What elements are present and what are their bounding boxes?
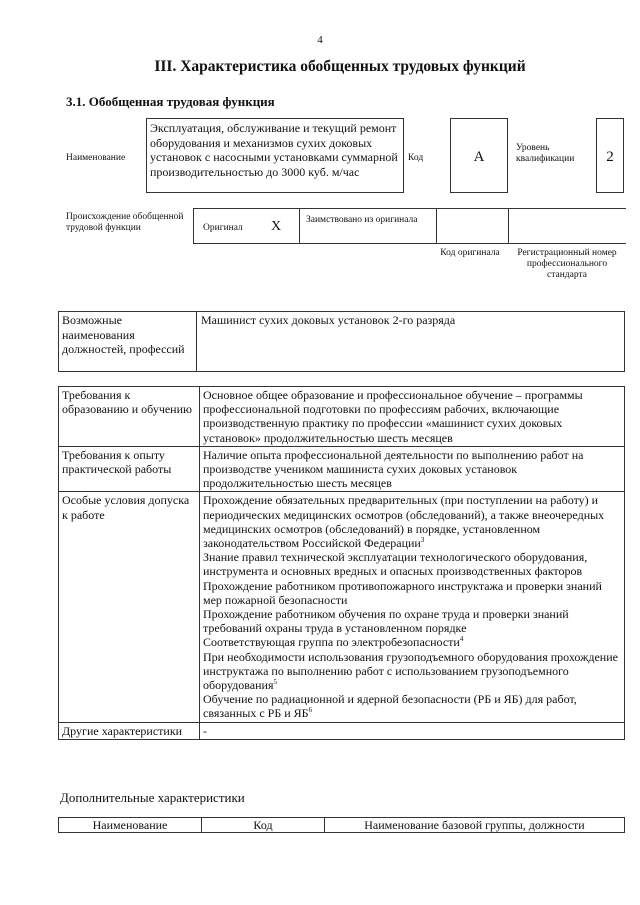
special-label: Особые условия допуска к работе (59, 492, 200, 722)
education-value: Основное общее образование и профессиональное обучение – программы профессиональной подготовки по профессиям рабочих, включающие производственную практику по профессии «машинист сухих доковых установок» продолжительностью шесть месяцев (200, 387, 625, 447)
subsection-title: 3.1. Обобщенная трудовая функция (66, 94, 275, 109)
level-box (596, 118, 624, 193)
level-value: 2 (606, 149, 614, 165)
page-number: 4 (317, 34, 323, 46)
origin-divider-1 (299, 208, 300, 244)
special-item: Соответствующая группа по электробезопасности$^4$ (203, 635, 464, 650)
additional-table (58, 817, 625, 833)
special-item: Прохождение работником обучения по охране труда и проверки знаний требований охраны труда в установленном порядке (203, 607, 569, 636)
positions-value: Машинист сухих доковых установок 2-го разряда (201, 313, 456, 327)
origin-label: Происхождение обобщенной трудовой функции (66, 212, 184, 233)
requirements-table (58, 386, 625, 740)
experience-label: Требования к опыту практической работы (59, 446, 200, 492)
origin-box (193, 208, 626, 244)
name-value-box (146, 118, 404, 193)
origin-divider-2 (436, 208, 437, 244)
reg-number-label: Регистрационный номер профессионального стандарта (517, 248, 617, 280)
table-row (59, 387, 625, 447)
original-mark: Х (271, 219, 282, 234)
positions-label: Возможные наименования должностей, профессий (62, 313, 185, 356)
name-label: Наименование (66, 153, 126, 163)
table-row (59, 722, 625, 739)
code-original-label: Код оригинала (440, 248, 500, 258)
special-item: Прохождение обязательных предварительных (при поступлении на работу) и периодических медицинских осмотров (обследований), а также внеочередных медицинских осмотров (обследований) в порядке, установленном законодательством Российской Федерации$^3$ (203, 493, 605, 551)
additional-title: Дополнительные характеристики (60, 790, 245, 805)
special-item: Знание правил технической эксплуатации технологического оборудования, инструмента и основных вредных и опасных производственных факторов (203, 550, 588, 579)
original-label: Оригинал (203, 223, 243, 233)
education-label: Требования к образованию и обучению (59, 387, 200, 447)
col-code-header: Код (202, 818, 325, 833)
section-title: III. Характеристика обобщенных трудовых функций (154, 58, 526, 75)
level-label: Уровень квалификации (516, 143, 575, 164)
special-item: Обучение по радиационной и ядерной безопасности (РБ и ЯБ) для работ, связанных с РБ и $ЯБ^6$ (203, 692, 577, 721)
special-item: При необходимости использования грузоподъемного оборудования прохождение инструктажа по выполнению работ с использованием грузоподъемного оборудования$^5$ (203, 649, 618, 693)
table-row (59, 492, 625, 722)
code-box (450, 118, 508, 193)
name-value: Эксплуатация, обслуживание и текущий ремонт оборудования и механизмов сухих доковых установок с насосными установками суммарной производительностью до 3000 куб. м/час (150, 121, 398, 179)
borrowed-label: Заимствовано из оригинала (306, 215, 418, 225)
positions-divider (196, 312, 197, 371)
experience-value: Наличие опыта профессиональной деятельности по выполнению работ на производстве учеником машиниста сухих доковых установок продолжительностью шесть месяцев (200, 446, 625, 492)
table-row (59, 818, 625, 833)
col-base-header: Наименование базовой группы, должности (325, 818, 625, 833)
other-value: - (200, 722, 625, 739)
origin-divider-3 (508, 208, 509, 244)
other-label: Другие характеристики (59, 722, 200, 739)
table-row (59, 446, 625, 492)
positions-box (58, 311, 625, 372)
code-value: А (473, 149, 485, 165)
col-name-header: Наименование (59, 818, 202, 833)
special-conditions (200, 492, 625, 722)
special-item: Прохождение работником противопожарного инструктажа и проверки знаний мер пожарной безопасности (203, 578, 602, 607)
code-label: Код (408, 153, 424, 163)
